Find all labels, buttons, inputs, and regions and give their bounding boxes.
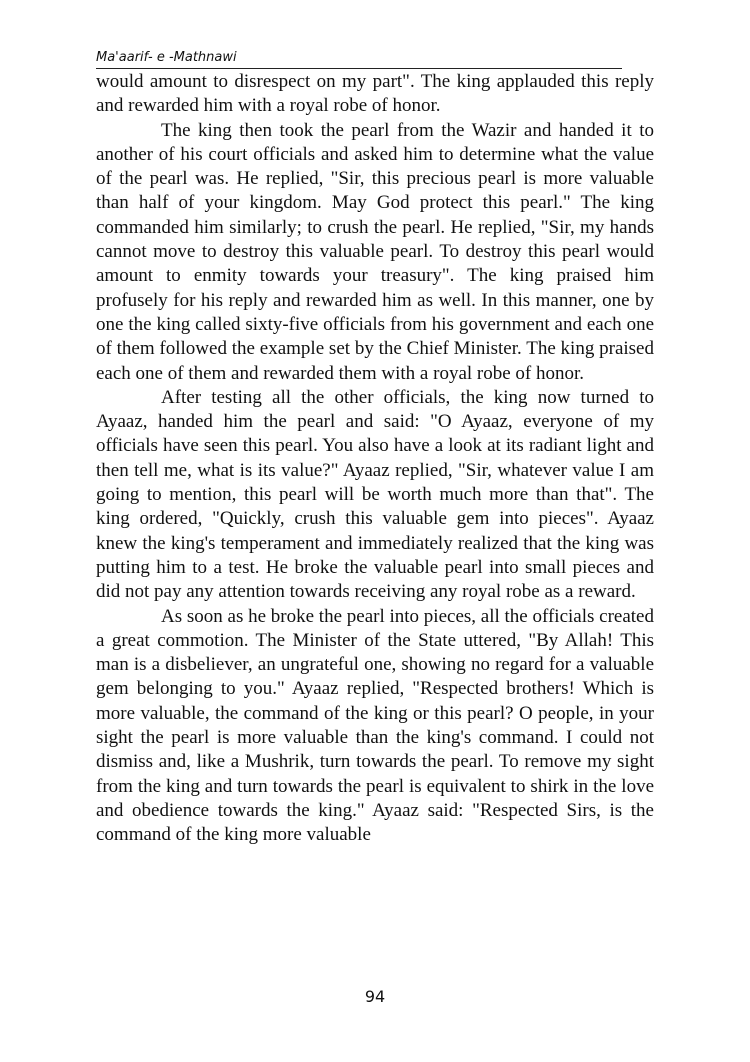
page-number: 94 xyxy=(364,987,386,1006)
running-header-title: Ma'aarif- e -Mathnawi xyxy=(96,50,237,65)
paragraph-commotion: As soon as he broke the pearl into pieces, all the officials created a great commotion. The Minister of the State uttered, "By Allah! This man is a disbeliever, an ungrateful one, showing no regard for a valuable gem belonging to you." Ayaaz replied, "Respected brothers! Which is more valuable, the command of the king or this pearl? O people, in your sight the pearl is more valuable than the king's command. I could not dismiss and, like a Mushrik, turn towards the pearl. To remove my sight from the king and turn towards the pearl is equivalent to shirk in the love and obedience towards the king." Ayaaz said: "Respected Sirs, is the command of the king more valuable xyxy=(96,605,654,846)
paragraph-ayaaz-test: After testing all the other officials, the king now turned to Ayaaz, handed him the pearl and said: "O Ayaaz, everyone of my officials have seen this pearl. You also have a look at its radiant light and then tell me, what is its value?" Ayaaz replied, "Sir, whatever value I am going to mention, this pearl will be worth much more than that". The king ordered, "Quickly, crush this valuable gem into pieces". Ayaaz knew the king's temperament and immediately realized that the king was putting him to a test. He broke the valuable pearl into small pieces and did not pay any attention towards receiving any royal robe as a reward. xyxy=(96,386,654,603)
paragraph-court-officials: The king then took the pearl from the Wazir and handed it to another of his court officials and asked him to determine what the value of the pearl was. He replied, "Sir, this precious pearl is more valuable than half of your kingdom. May God protect this pearl." The king commanded him similarly; to crush the pearl. He replied, "Sir, my hands cannot move to destroy this valuable pearl. To destroy this pearl would amount to enmity towards your treasury". The king praised him profusely for his reply and rewarded him as well. In this manner, one by one the king called sixty-five officials from his government and each one of them followed the example set by the Chief Minister. The king praised each one of them and rewarded them with a royal robe of honor. xyxy=(96,119,654,384)
running-header xyxy=(96,49,656,69)
header-rule xyxy=(96,68,622,69)
paragraph-continuation: would amount to disrespect on my part". The king applauded this reply and rewarded him with a royal robe of honor. xyxy=(96,71,654,117)
body-text xyxy=(96,70,654,848)
